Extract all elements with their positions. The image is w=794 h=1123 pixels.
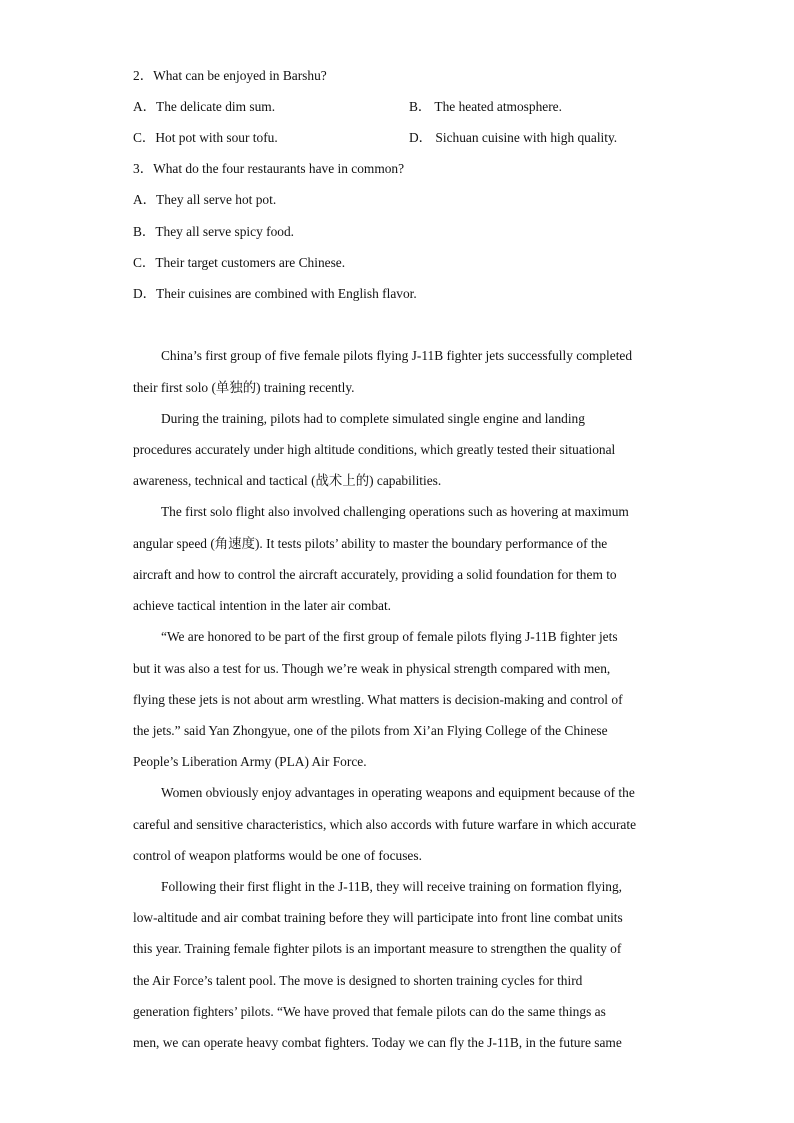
question-3-stem: 3．What do the four restaurants have in common? [133,161,405,176]
question-2-option-d: D． Sichuan cuisine with high quality. [409,130,618,145]
passage-line: their first solo (单独的) training recently. [133,380,355,395]
passage-line: Following their first flight in the J-11B, they will receive training on formation flying, [161,879,623,894]
passage-line: achieve tactical intention in the later air combat. [133,598,392,613]
passage-line: this year. Training female fighter pilots is an important measure to strengthen the quality of [133,941,622,956]
passage-line: careful and sensitive characteristics, which also accords with future warfare in which accurate [133,817,637,832]
passage-line: low-altitude and air combat training before they will participate into front line combat units [133,910,623,925]
question-2-option-b: B． The heated atmosphere. [409,99,562,114]
question-2-stem: 2．What can be enjoyed in Barshu? [133,68,327,83]
passage-line: flying these jets is not about arm wrestling. What matters is decision-making and control of [133,692,623,707]
passage-line: procedures accurately under high altitude conditions, which greatly tested their situational [133,442,616,457]
passage-line: The first solo flight also involved challenging operations such as hovering at maximum [161,504,629,519]
question-2-option-c: C．Hot pot with sour tofu. [133,130,278,145]
passage-line: men, we can operate heavy combat fighters. Today we can fly the J-11B, in the future same [133,1035,622,1050]
passage-line: “We are honored to be part of the first group of female pilots flying J-11B fighter jets [161,629,618,644]
passage-line: awareness, technical and tactical (战术上的) capabilities. [133,473,442,488]
question-3-option-b: B．They all serve spicy food. [133,224,295,239]
passage-line: During the training, pilots had to complete simulated single engine and landing [161,411,585,426]
question-3-option-a: A．They all serve hot pot. [133,192,277,207]
passage-line: but it was also a test for us. Though we’re weak in physical strength compared with men, [133,661,611,676]
passage-line: control of weapon platforms would be one of focuses. [133,848,422,863]
passage-line: the Air Force’s talent pool. The move is designed to shorten training cycles for third [133,973,583,988]
passage-line: angular speed (角速度). It tests pilots’ ability to master the boundary performance of the [133,536,608,551]
passage-line: aircraft and how to control the aircraft accurately, providing a solid foundation for them to [133,567,617,582]
passage-line: People’s Liberation Army (PLA) Air Force. [133,754,367,769]
passage-line: Women obviously enjoy advantages in operating weapons and equipment because of the [161,785,635,800]
question-3-option-c: C．Their target customers are Chinese. [133,255,346,270]
passage-line: China’s first group of five female pilots flying J-11B fighter jets successfully completed [161,348,633,363]
question-2-option-a: A．The delicate dim sum. [133,99,276,114]
question-3-option-d: D．Their cuisines are combined with English flavor. [133,286,417,301]
passage-line: the jets.” said Yan Zhongyue, one of the pilots from Xi’an Flying College of the Chinese [133,723,608,738]
passage-line: generation fighters’ pilots. “We have proved that female pilots can do the same things as [133,1004,606,1019]
